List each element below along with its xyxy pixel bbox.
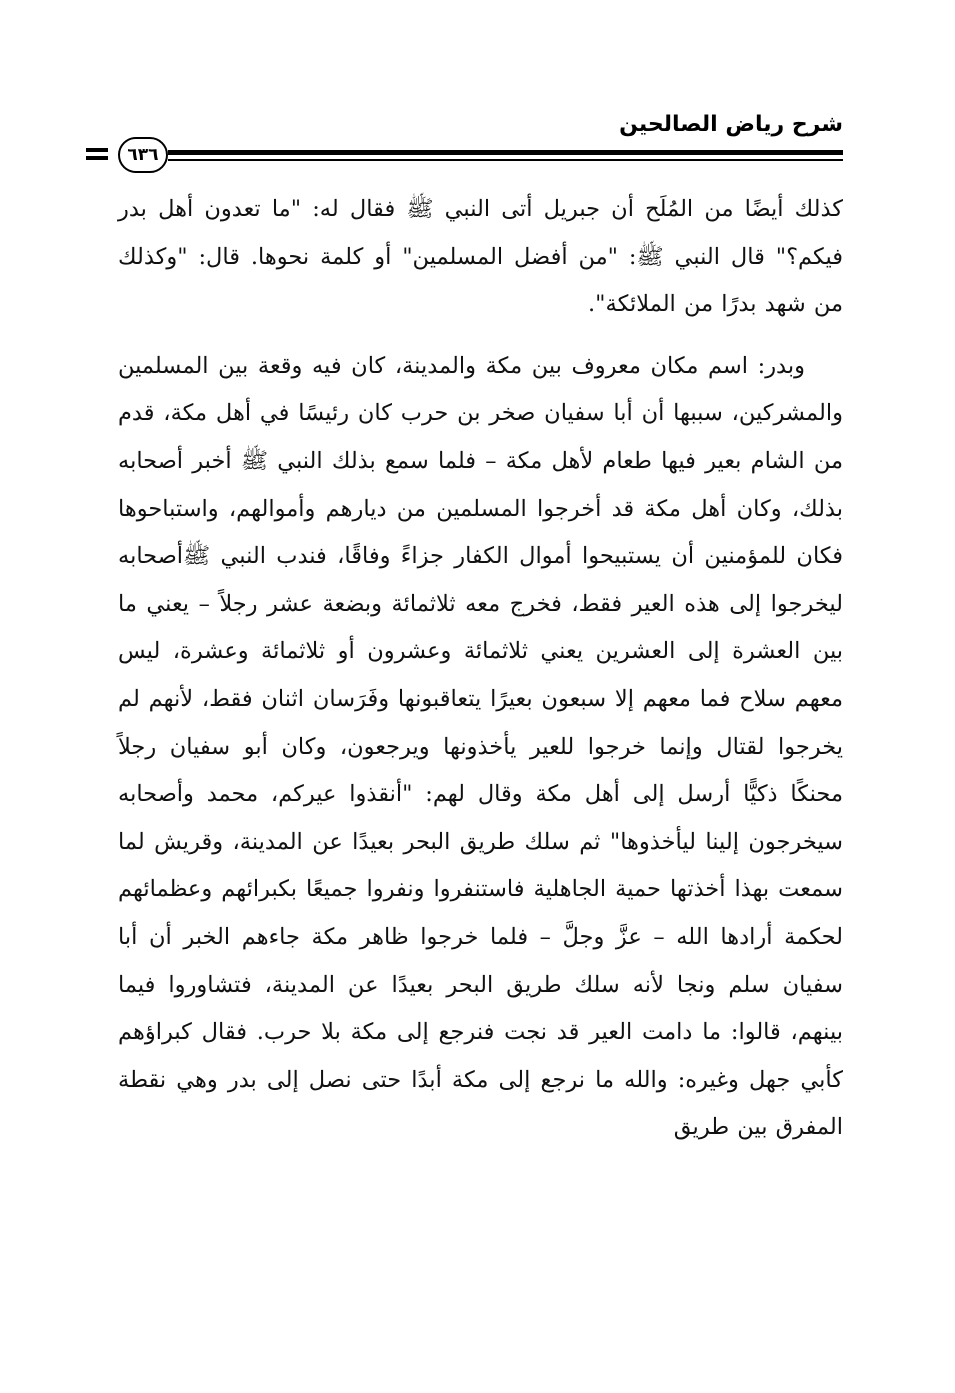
page-body xyxy=(118,186,843,1152)
book-title: شرح رياض الصالحين xyxy=(619,112,843,137)
paragraph-1: كذلك أيضًا من المُلَح أن جبريل أتى النبي ﷺ فقال له: "ما تعدون أهل بدر فيكم؟" قال النبي ﷺ: "من أفضل المسلمين" أو كلمة نحوها. قال: "وكذلك من شهد بدرًا من الملائكة". xyxy=(118,196,843,318)
paragraph-2: وبدر: اسم مكان معروف بين مكة والمدينة، كان فيه وقعة بين المسلمين والمشركين، سببها أن أبا سفيان صخر بن حرب كان رئيسًا في أهل مكة، قدم من الشام بعير فيها طعام لأهل مكة – فلما سمع بذلك النبي ﷺ أخبر أصحابه بذلك، وكان أهل مكة قد أخرجوا المسلمين من ديارهم وأموالهم، واستباحوها فكان للمؤمنين أن يستبيحوا أموال الكفار جزاءً وفاقًا، فندب النبي ﷺأصحابه ليخرجوا إلى هذه العير فقط، فخرج معه ثلاثمائة وبضعة عشر رجلاً – يعني ما بين العشرة إلى العشرين يعني ثلاثمائة وعشرون أو ثلاثمائة وعشرة، ليس معهم سلاح فما معهم إلا سبعون بعيرًا يتعاقبونها وفَرَسان اثنان فقط، لأنهم لم يخرجوا لقتال وإنما خرجوا للعير يأخذونها ويرجعون، وكان أبو سفيان رجلاً محنكًا ذكيًّا أرسل إلى أهل مكة وقال لهم: "أنقذوا عيركم، محمد وأصحابه سيخرجون إلينا ليأخذوها" ثم سلك طريق البحر بعيدًا عن المدينة، وقريش لما سمعت بهذا أخذتها حمية الجاهلية فاستنفروا ونفروا جميعًا بكبرائهم وعظمائهم لحكمة أرادها الله – عزَّ وجلَّ – فلما خرجوا ظاهر مكة جاءهم الخبر أن أبا سفيان سلم ونجا لأنه سلك طريق البحر بعيدًا عن المدينة، فتشاوروا فيما بينهم، قالوا: ما دامت العير قد نجت فنرجع إلى مكة بلا حرب. فقال كبراؤهم كأبي جهل وغيره: والله ما نرجع إلى مكة أبدًا حتى نصل إلى بدر وهي نقطة المفرق بين طريق xyxy=(118,352,843,1141)
badge-bar-bottom xyxy=(86,156,108,160)
page-header xyxy=(118,108,843,178)
header-rule-thick xyxy=(168,150,843,155)
badge-bar-top xyxy=(86,148,108,152)
header-rule-thin xyxy=(168,159,843,161)
page-number: ٦٣٦ xyxy=(118,137,168,173)
